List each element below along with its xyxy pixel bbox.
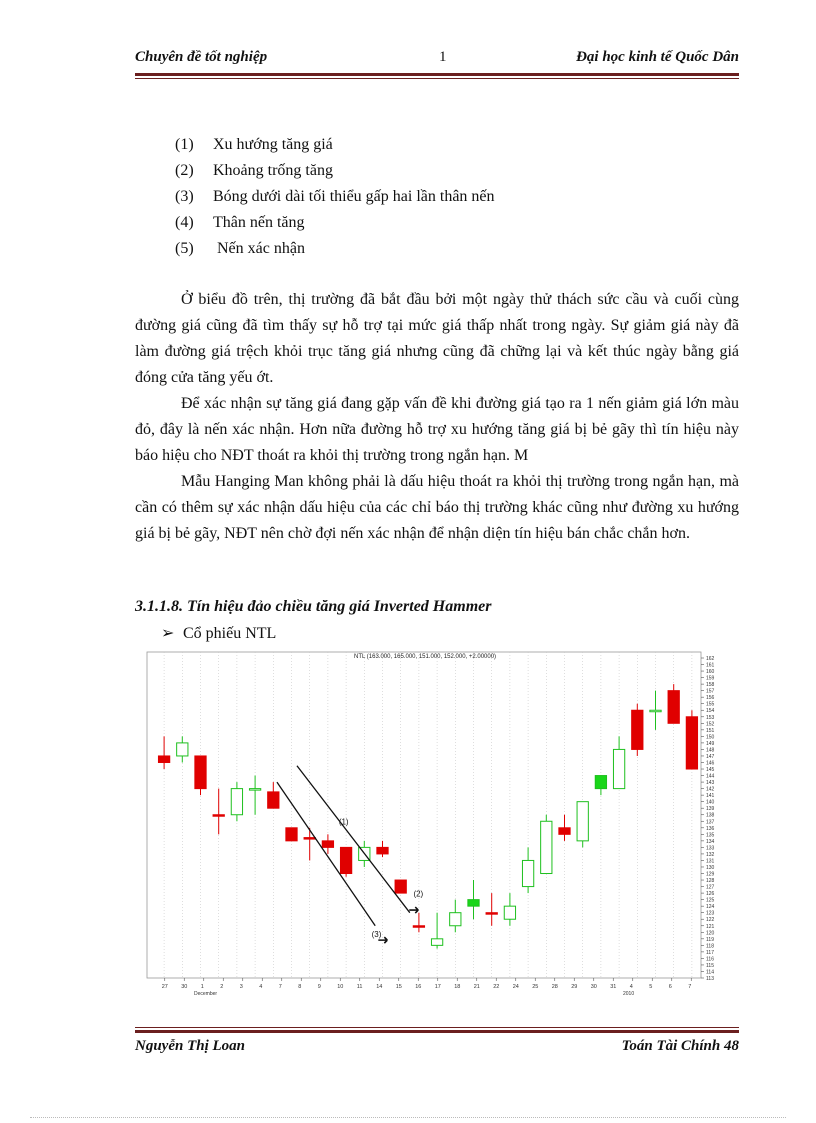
x-tick-label: 16 [415, 984, 422, 990]
y-tick-label: 116 [706, 956, 714, 963]
x-tick-label: 29 [571, 984, 578, 990]
body-text [135, 287, 739, 547]
list-item-text: Thân nến tăng [213, 214, 305, 231]
y-tick-label: 154 [706, 708, 715, 715]
chart-x-axis [162, 978, 692, 997]
y-tick-label: 159 [706, 675, 715, 682]
y-tick-label: 137 [706, 819, 715, 826]
y-tick-label: 125 [706, 897, 715, 904]
y-tick-label: 115 [706, 962, 714, 969]
y-tick-label: 127 [706, 884, 715, 891]
x-tick-label: 5 [649, 984, 653, 990]
y-tick-label: 135 [706, 832, 715, 839]
candle-body [322, 841, 333, 848]
footer-rule-thin [135, 1027, 739, 1028]
candle-body [213, 815, 224, 817]
candle-body [668, 691, 679, 724]
plot-frame [147, 652, 701, 978]
page-edge-divider [30, 1117, 786, 1118]
section-heading: 3.1.1.8. Tín hiệu đảo chiều tăng giá Inverted Hammer [135, 598, 492, 615]
chart-annotation: (2) [413, 889, 424, 899]
candle-body [559, 828, 570, 835]
arrow-bullet-icon: ➢ [161, 625, 175, 642]
page-header [135, 47, 739, 71]
x-tick-label: 21 [473, 984, 480, 990]
y-tick-label: 149 [706, 740, 715, 747]
list-item-text: Xu hướng tăng giá [213, 136, 333, 153]
candle-body [504, 906, 515, 919]
y-tick-label: 161 [706, 662, 715, 669]
x-tick-label: 9 [317, 984, 321, 990]
candle-body [686, 717, 697, 769]
y-tick-label: 113 [706, 976, 714, 982]
bullet-item [161, 623, 276, 643]
y-tick-label: 120 [706, 930, 715, 937]
candle-body [632, 710, 643, 749]
candle-body [395, 880, 406, 893]
y-tick-label: 152 [706, 721, 715, 728]
x-sublabel: 2010 [623, 991, 635, 997]
candle-body [195, 756, 206, 789]
y-tick-label: 128 [706, 878, 715, 885]
candle-body [613, 749, 624, 788]
y-tick-label: 124 [706, 904, 715, 911]
candle-body [286, 828, 297, 841]
candle-body [377, 847, 388, 854]
candle-body [413, 926, 424, 928]
y-tick-label: 147 [706, 753, 715, 760]
x-tick-label: 7 [278, 984, 282, 990]
x-sublabel: December [194, 991, 218, 997]
y-tick-label: 136 [706, 825, 715, 832]
candle-body [304, 838, 315, 840]
candle-body [577, 802, 588, 841]
y-tick-label: 126 [706, 891, 715, 898]
x-tick-label: 1 [200, 984, 204, 990]
candle-body [595, 776, 606, 789]
candle-body [468, 900, 479, 907]
y-tick-label: 129 [706, 871, 715, 878]
candlestick-chart [139, 648, 739, 1000]
x-tick-label: 8 [298, 984, 302, 990]
list-item-text: Nến xác nhận [213, 240, 305, 257]
list-item-number: (5) [175, 240, 194, 257]
y-tick-label: 141 [706, 793, 715, 800]
footer-author: Nguyễn Thị Loan [135, 1038, 246, 1054]
y-tick-label: 133 [706, 845, 715, 852]
x-tick-label: 10 [337, 984, 344, 990]
y-tick-label: 148 [706, 747, 715, 754]
candle-body [486, 913, 497, 915]
y-tick-label: 158 [706, 682, 715, 689]
candle-body [177, 743, 188, 756]
y-tick-label: 123 [706, 910, 715, 917]
y-tick-label: 140 [706, 799, 715, 806]
x-tick-label: 30 [181, 984, 188, 990]
y-tick-label: 146 [706, 760, 715, 767]
y-tick-label: 157 [706, 688, 715, 695]
bullet-text: Cổ phiếu NTL [183, 625, 277, 642]
x-tick-label: 14 [376, 984, 383, 990]
y-tick-label: 119 [706, 936, 714, 943]
list-item-number: (1) [175, 136, 194, 153]
y-tick-label: 117 [706, 949, 714, 956]
y-tick-label: 121 [706, 923, 715, 930]
y-tick-label: 139 [706, 806, 715, 813]
y-tick-label: 142 [706, 786, 715, 793]
candle-body [249, 789, 260, 791]
y-tick-label: 132 [706, 851, 715, 858]
y-tick-label: 160 [706, 669, 715, 676]
paragraph: Ở biểu đồ trên, thị trường đã bắt đầu bởi một ngày thử thách sức cầu và cuối cùng đường giá cũng đã tìm thấy sự hỗ trợ tại mức giá thấp nhất trong ngày. Sự giảm giá này đã làm đường giá trệch khỏi trục tăng giá nhưng cũng đã chững lại và kết thúc ngày bằng giá đóng cửa tăng yếu ớt. [135, 291, 739, 386]
y-tick-label: 131 [706, 858, 715, 865]
x-tick-label: 2 [220, 984, 224, 990]
y-tick-label: 153 [706, 714, 715, 721]
candle-body [268, 792, 279, 808]
x-tick-label: 31 [610, 984, 617, 990]
y-tick-label: 134 [706, 838, 715, 845]
list-item-text: Bóng dưới dài tối thiểu gấp hai lần thân nến [213, 188, 495, 205]
y-tick-label: 114 [706, 969, 714, 976]
x-tick-label: 15 [395, 984, 402, 990]
list-item [175, 210, 495, 236]
x-tick-label: 18 [454, 984, 461, 990]
y-tick-label: 150 [706, 734, 715, 741]
y-tick-label: 130 [706, 864, 715, 871]
y-tick-label: 155 [706, 701, 715, 708]
y-tick-label: 143 [706, 780, 715, 787]
x-tick-label: 27 [161, 984, 168, 990]
y-tick-label: 138 [706, 812, 715, 819]
x-tick-label: 3 [239, 984, 243, 990]
y-tick-label: 118 [706, 943, 714, 950]
header-rule-thick [135, 73, 739, 76]
candle-body [450, 913, 461, 926]
list-item-number: (4) [175, 214, 194, 231]
y-tick-label: 144 [706, 773, 715, 780]
x-tick-label: 28 [551, 984, 558, 990]
candle-body [541, 821, 552, 873]
candle-body [431, 939, 442, 946]
x-tick-label: 7 [688, 984, 692, 990]
x-tick-label: 24 [512, 984, 519, 990]
x-tick-label: 11 [356, 984, 363, 990]
y-tick-label: 151 [706, 727, 715, 734]
chart-grid [147, 652, 701, 978]
x-tick-label: 25 [532, 984, 539, 990]
list-item-number: (3) [175, 188, 194, 205]
y-tick-label: 145 [706, 767, 715, 774]
x-tick-label: 4 [629, 984, 633, 990]
candle-body [158, 756, 169, 763]
chart-title: NTL (163.000, 165.000, 151.000, 152.000, +2.00000) [354, 654, 497, 660]
chart-annotation: (1) [338, 817, 349, 827]
header-rule-thin [135, 78, 739, 79]
paragraph: Mẫu Hanging Man không phải là dấu hiệu thoát ra khỏi thị trường trong ngắn hạn, mà cần có thêm sự xác nhận dấu hiệu của các chỉ báo thị trường khác cũng như đường xu hướng giá bị bẻ gãy, NĐT nên chờ đợi nến xác nhận để nhận diện tín hiệu bán chắc chắn hơn. [135, 473, 739, 542]
list-item [175, 132, 495, 158]
x-tick-label: 4 [259, 984, 263, 990]
y-tick-label: 122 [706, 917, 715, 924]
x-tick-label: 22 [493, 984, 500, 990]
list-item [175, 158, 495, 184]
candle-body [231, 789, 242, 815]
candle-body [340, 847, 351, 873]
x-tick-label: 30 [590, 984, 597, 990]
footer-course: Toán Tài Chính 48 [621, 1038, 739, 1054]
list-item-number: (2) [175, 162, 194, 179]
x-tick-label: 17 [434, 984, 441, 990]
candle-body [650, 710, 661, 712]
header-right: Đại học kinh tế Quốc Dân [576, 49, 739, 65]
chart-annotation: (3) [371, 929, 382, 939]
page-number: 1 [439, 49, 447, 65]
header-left: Chuyên đề tốt nghiệp [135, 49, 268, 65]
legend-list [175, 132, 495, 262]
paragraph: Để xác nhận sự tăng giá đang gặp vấn đề khi đường giá tạo ra 1 nến giảm giá lớn màu đỏ, đây là nến xác nhận. Hơn nữa đường hỗ trợ xu hướng tăng giá bị bẻ gãy thì tín hiệu này báo hiệu cho NĐT thoát ra khỏi thị trường trong ngắn hạn. M [135, 395, 739, 464]
chart-y-axis [701, 656, 715, 982]
list-item [175, 184, 495, 210]
list-item [175, 236, 495, 262]
y-tick-label: 162 [706, 656, 715, 662]
footer-rule-thick [135, 1030, 739, 1033]
candle-body [522, 860, 533, 886]
list-item-text: Khoảng trống tăng [213, 162, 333, 179]
y-tick-label: 156 [706, 695, 715, 702]
x-tick-label: 6 [668, 984, 672, 990]
